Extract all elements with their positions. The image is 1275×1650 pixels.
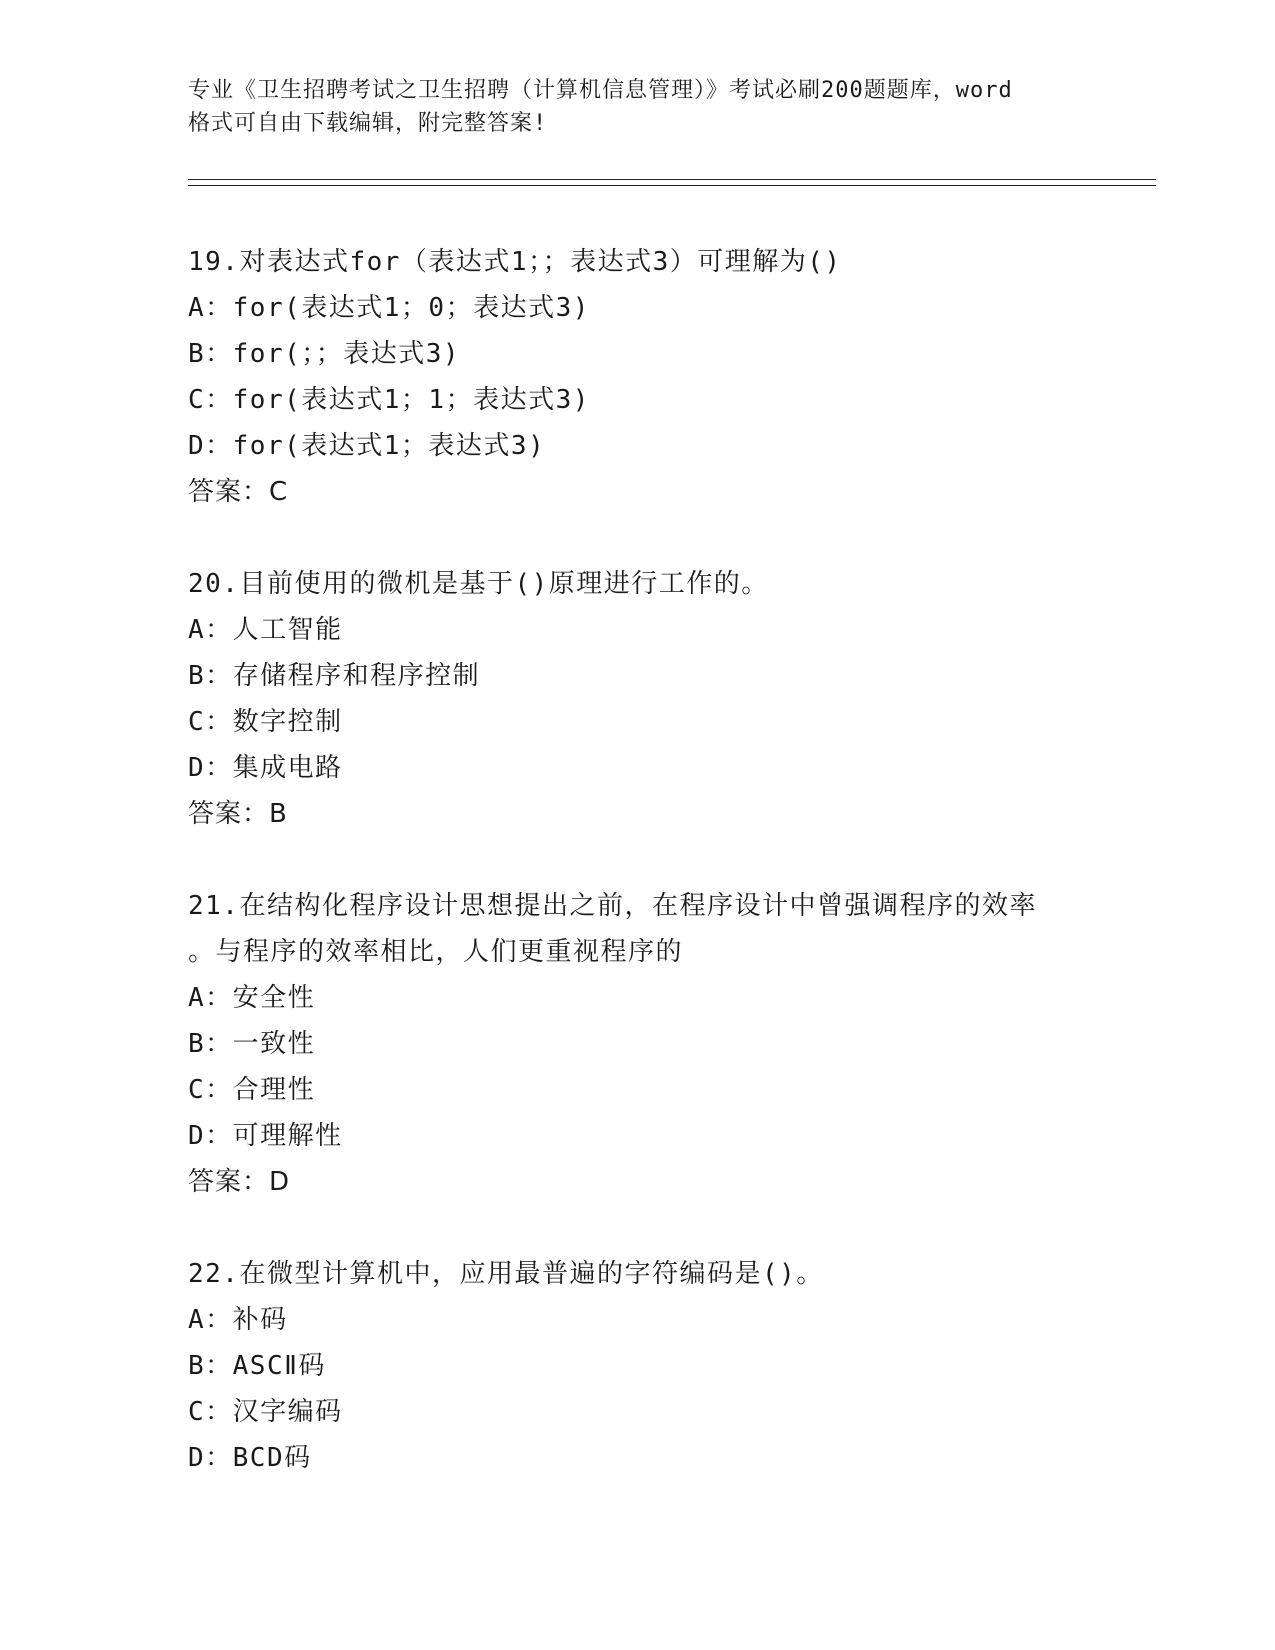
header-divider-bottom (188, 185, 1156, 186)
option-b: B：for(；；表达式3) (188, 339, 461, 369)
option-b: B：ASCⅡ码 (188, 1351, 326, 1381)
header-title-line-2: 格式可自由下载编辑，附完整答案! (188, 111, 548, 136)
question-stem: 20.目前使用的微机是基于()原理进行工作的。 (188, 569, 769, 599)
option-d: D：BCD码 (188, 1443, 312, 1473)
option-b: B：一致性 (188, 1029, 316, 1059)
answer-label: 答案：C (188, 477, 289, 507)
option-c: C：for(表达式1；1；表达式3) (188, 385, 590, 415)
option-a: A：人工智能 (188, 615, 343, 645)
question-21 (188, 883, 1088, 1205)
header-divider-top (188, 179, 1156, 180)
answer-label: 答案：D (188, 1167, 291, 1197)
option-c: C：汉字编码 (188, 1397, 343, 1427)
question-stem: 19.对表达式for（表达式1；；表达式3）可理解为() (188, 247, 842, 277)
option-d: D：集成电路 (188, 753, 343, 783)
document-header (188, 74, 1088, 140)
question-stem-line-2: 。与程序的效率相比，人们更重视程序的 (188, 937, 684, 967)
question-20 (188, 561, 1088, 837)
option-a: A：安全性 (188, 983, 316, 1013)
question-19 (188, 239, 1088, 515)
header-title-line-1: 专业《卫生招聘考试之卫生招聘（计算机信息管理）》考试必刷200题题库，word (188, 78, 1013, 103)
option-a: A：for(表达式1；0；表达式3) (188, 293, 590, 323)
question-stem: 22.在微型计算机中，应用最普遍的字符编码是()。 (188, 1259, 824, 1289)
question-22 (188, 1251, 1088, 1481)
question-stem-line-1: 21.在结构化程序设计思想提出之前，在程序设计中曾强调程序的效率 (188, 891, 1037, 921)
option-a: A：补码 (188, 1305, 288, 1335)
option-d: D：for(表达式1；表达式3) (188, 431, 546, 461)
option-c: C：数字控制 (188, 707, 343, 737)
answer-label: 答案：B (188, 799, 288, 829)
option-c: C：合理性 (188, 1075, 316, 1105)
question-list (188, 239, 1088, 1527)
option-b: B：存储程序和程序控制 (188, 661, 481, 691)
option-d: D：可理解性 (188, 1121, 343, 1151)
